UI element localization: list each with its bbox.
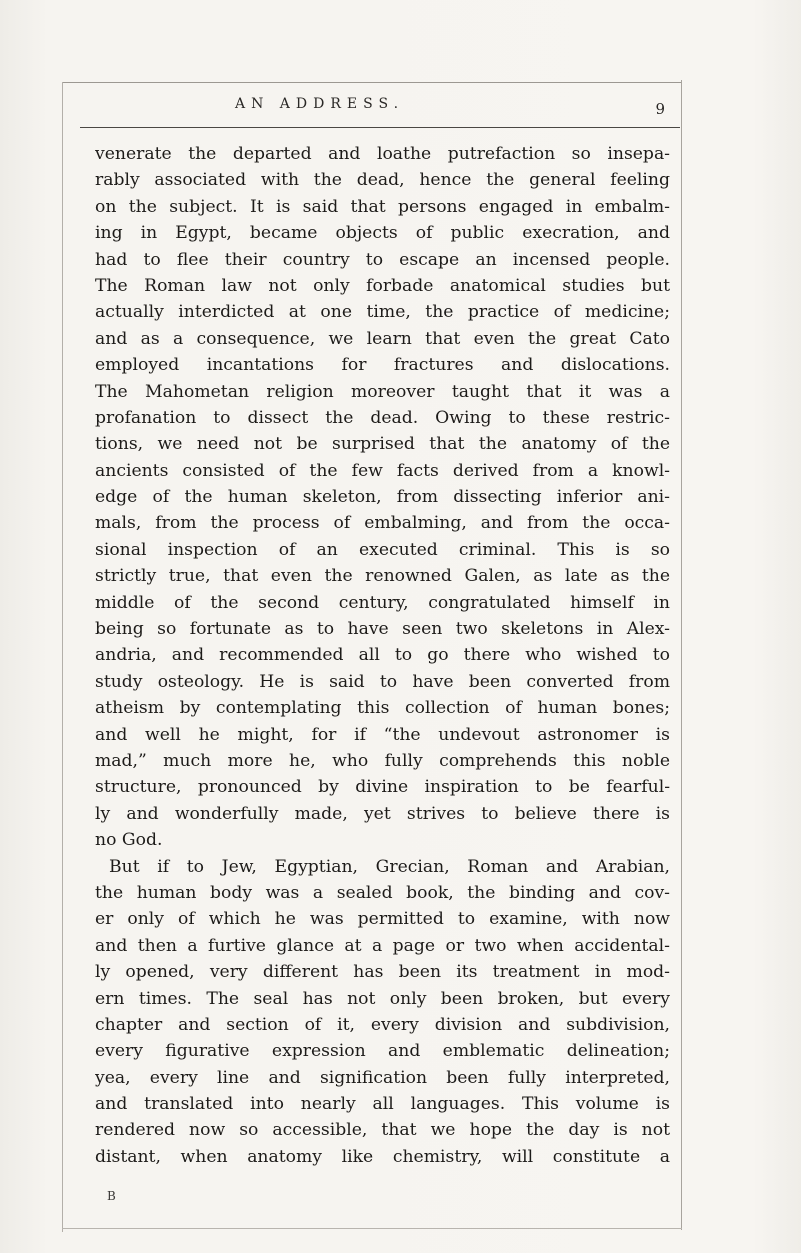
- text-line: mad,” much more he, who fully comprehends this noble: [95, 750, 670, 771]
- text-line: ern times. The seal has not only been broken, but every: [95, 988, 670, 1009]
- running-head: AN ADDRESS.: [235, 96, 405, 112]
- text-line: had to flee their country to escape an incensed people.: [95, 249, 670, 270]
- signature-mark: B: [107, 1189, 116, 1203]
- text-line: yea, every line and signification been fully interpreted,: [95, 1067, 670, 1088]
- page-border-top: [62, 82, 682, 83]
- header-rule: [80, 127, 680, 128]
- text-line: employed incantations for fractures and dislocations.: [95, 355, 670, 376]
- text-line: The Mahometan religion moreover taught that it was a: [95, 381, 670, 402]
- text-line: study osteology. He is said to have been converted from: [95, 671, 670, 692]
- text-line: on the subject. It is said that persons engaged in embalm-: [95, 196, 670, 217]
- text-line: ly opened, very different has been its treatment in mod-: [95, 962, 670, 983]
- text-line: rendered now so accessible, that we hope the day is not: [95, 1120, 670, 1141]
- page-border-right: [681, 80, 682, 1230]
- text-line: being so fortunate as to have seen two skeletons in Alex-: [95, 619, 670, 640]
- text-line: chapter and section of it, every division and subdivision,: [95, 1014, 670, 1035]
- text-line: The Roman law not only forbade anatomical studies but: [95, 275, 670, 296]
- page-header: [90, 96, 665, 118]
- page-border-bottom: [62, 1228, 682, 1229]
- page-number: 9: [655, 100, 665, 118]
- text-line: the human body was a sealed book, the binding and cov-: [95, 882, 670, 903]
- text-line: sional inspection of an executed criminal. This is so: [95, 539, 670, 560]
- text-line: tions, we need not be surprised that the anatomy of the: [95, 434, 670, 455]
- text-line: andria, and recommended all to go there who wished to: [95, 645, 670, 666]
- text-line: But if to Jew, Egyptian, Grecian, Roman and Arabian,: [109, 856, 670, 877]
- text-line: rably associated with the dead, hence the general feeling: [95, 170, 670, 191]
- text-line: and well he might, for if “the undevout astronomer is: [95, 724, 670, 745]
- text-line: distant, when anatomy like chemistry, will constitute a: [95, 1146, 670, 1167]
- text-line: mals, from the process of embalming, and from the occa-: [95, 513, 670, 534]
- text-line: actually interdicted at one time, the practice of medicine;: [95, 302, 670, 323]
- text-line: structure, pronounced by divine inspiration to be fearful-: [95, 777, 670, 798]
- text-line: profanation to dissect the dead. Owing to these restric-: [95, 407, 670, 428]
- text-line: middle of the second century, congratulated himself in: [95, 592, 670, 613]
- page-border-left: [62, 82, 63, 1232]
- text-line: ancients consisted of the few facts derived from a knowl-: [95, 460, 670, 481]
- text-line: and as a consequence, we learn that even the great Cato: [95, 328, 670, 349]
- text-line: no God.: [95, 830, 163, 851]
- text-line: venerate the departed and loathe putrefaction so insepa-: [95, 144, 670, 164]
- text-line: edge of the human skeleton, from dissecting inferior ani-: [95, 487, 670, 508]
- text-line: er only of which he was permitted to examine, with now: [95, 909, 670, 930]
- text-line: every figurative expression and emblematic delineation;: [95, 1041, 670, 1062]
- body-text: [95, 141, 670, 1170]
- text-line: strictly true, that even the renowned Galen, as late as the: [95, 566, 670, 587]
- text-line: and translated into nearly all languages. This volume is: [95, 1094, 670, 1115]
- text-line: ly and wonderfully made, yet strives to believe there is: [95, 803, 670, 824]
- text-line: ing in Egypt, became objects of public execration, and: [95, 223, 670, 244]
- text-line: and then a furtive glance at a page or two when accidental-: [95, 935, 670, 956]
- text-line: atheism by contemplating this collection of human bones;: [95, 698, 670, 719]
